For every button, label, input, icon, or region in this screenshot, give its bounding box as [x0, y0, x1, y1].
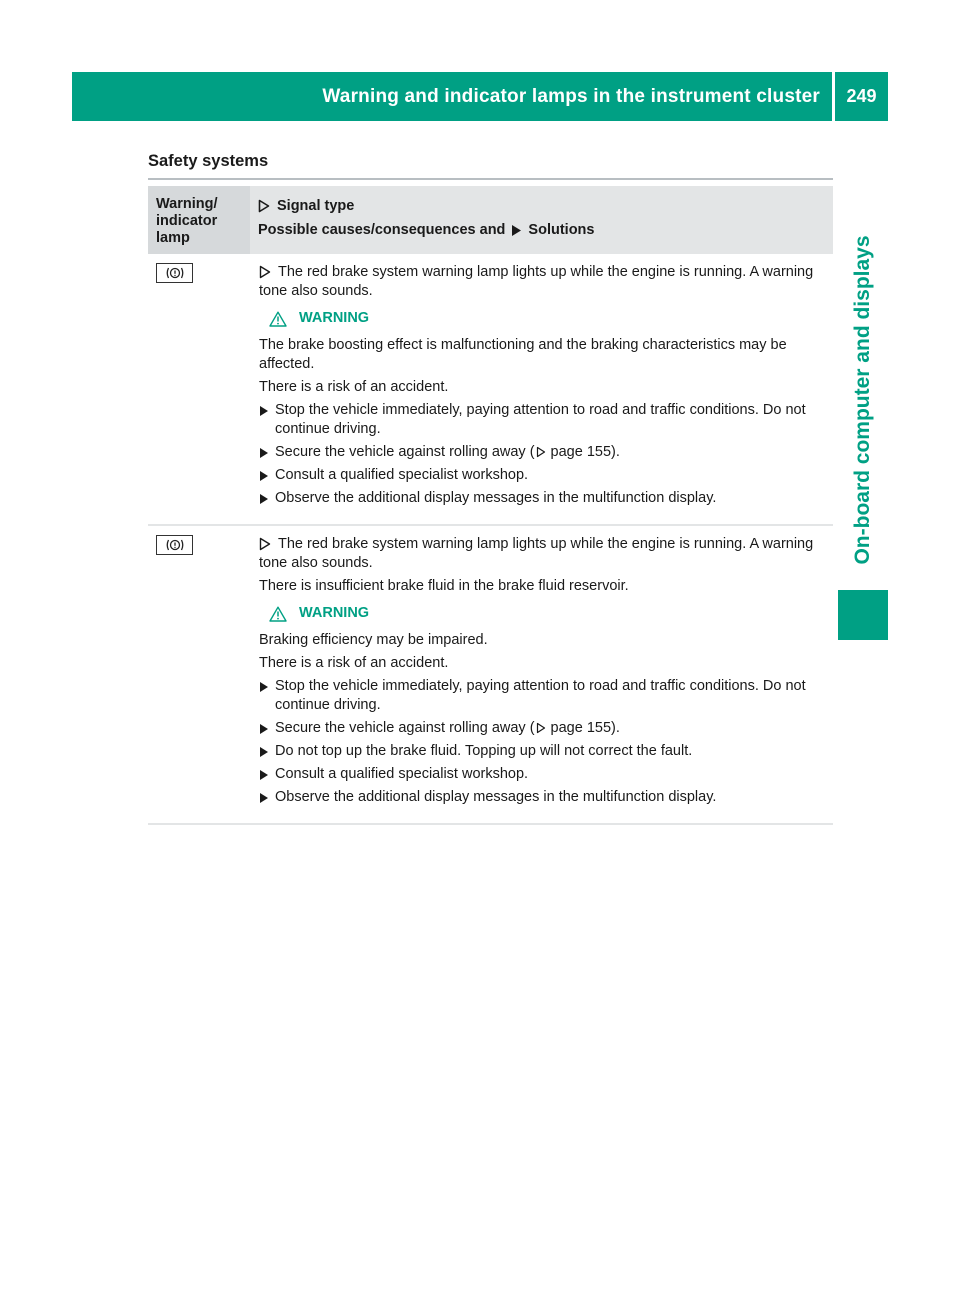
solution-text: Stop the vehicle immediately, paying attention to road and traffic conditions. Do not continue driving.: [275, 402, 806, 437]
warning-text: There is a risk of an accident.: [259, 379, 449, 395]
column-header-lamp-line: indicator: [156, 213, 218, 229]
page-number-box: [835, 72, 888, 121]
brake-system-warning-icon: [156, 535, 193, 555]
column-header-lamp-line: Warning/: [156, 196, 218, 212]
signal-text: The red brake system warning lamp lights up while the engine is running. A warning tone also sounds.: [259, 536, 814, 571]
signal-description: [259, 263, 833, 301]
column-header-signal-label: Signal type: [277, 198, 355, 214]
warning-triangle-icon: [269, 311, 287, 327]
solution-text: Consult a qualified specialist workshop.: [275, 766, 529, 782]
warning-triangle-icon: [269, 606, 287, 622]
solution-arrow-icon: [259, 470, 269, 482]
page-number: 249: [846, 86, 877, 106]
solution-text: Observe the additional display messages in the multifunction display.: [275, 789, 717, 805]
side-tab-label: On-board computer and displays: [851, 235, 874, 565]
solution-text: Observe the additional display messages in the multifunction display.: [275, 490, 717, 506]
warning-label: WARNING: [299, 310, 370, 326]
header-title: Warning and indicator lamps in the instrument cluster: [322, 85, 820, 107]
column-header-causes-label: Possible causes/consequences and: [258, 222, 506, 238]
warning-text: Braking efficiency may be impaired.: [259, 632, 488, 648]
page-reference-icon: [536, 722, 546, 734]
solution-step: [259, 765, 833, 784]
signal-type-icon: [259, 537, 271, 551]
warning-text: There is a risk of an accident.: [259, 655, 449, 671]
warning-heading: [269, 309, 833, 328]
signal-description: [259, 535, 833, 573]
solution-step: [259, 719, 833, 738]
column-header-solutions-label: Solutions: [528, 222, 595, 238]
section-divider: [148, 178, 833, 180]
table-row: [148, 526, 833, 825]
warning-label: WARNING: [299, 605, 370, 621]
warning-text: The brake boosting effect is malfunctioning and the braking characteristics may be affected.: [259, 337, 787, 372]
solution-text: Secure the vehicle against rolling away (: [275, 720, 535, 736]
solution-text: Do not top up the brake fluid. Topping up will not correct the fault.: [275, 743, 693, 759]
solution-step: [259, 443, 833, 462]
page-reference-link[interactable]: page 155).: [550, 720, 620, 736]
page-header: [72, 72, 832, 121]
solution-text: Secure the vehicle against rolling away (: [275, 444, 535, 460]
signal-type-icon: [258, 199, 270, 213]
solution-arrow-icon: [259, 723, 269, 735]
table-header: [148, 186, 833, 254]
page-reference-link[interactable]: page 155).: [550, 444, 620, 460]
column-header-lamp: [148, 186, 250, 254]
solution-step: [259, 742, 833, 761]
solution-arrow-icon: [259, 681, 269, 693]
section-title: Safety systems: [148, 152, 269, 170]
column-header-signal: [250, 186, 833, 254]
side-tab-marker: [838, 590, 888, 640]
solution-step: [259, 489, 833, 508]
solution-step: [259, 466, 833, 485]
solution-arrow-icon: [259, 769, 269, 781]
column-header-lamp-line: lamp: [156, 230, 190, 246]
solution-step: [259, 788, 833, 807]
solution-arrow-icon: [259, 405, 269, 417]
solution-arrow-icon: [259, 792, 269, 804]
brake-system-warning-icon: [156, 263, 193, 283]
signal-text: The red brake system warning lamp lights up while the engine is running. A warning tone also sounds.: [259, 264, 814, 299]
warning-heading: [269, 604, 833, 623]
solution-arrow-icon: [511, 224, 522, 237]
solution-text: Consult a qualified specialist workshop.: [275, 467, 529, 483]
table-row: [148, 254, 833, 526]
solution-step: [259, 401, 833, 439]
solution-arrow-icon: [259, 746, 269, 758]
solution-arrow-icon: [259, 493, 269, 505]
page-reference-icon: [536, 446, 546, 458]
cause-text: There is insufficient brake fluid in the brake fluid reservoir.: [259, 578, 629, 594]
solution-step: [259, 677, 833, 715]
warning-lamp-table: [148, 186, 833, 825]
solution-text: Stop the vehicle immediately, paying attention to road and traffic conditions. Do not continue driving.: [275, 678, 806, 713]
signal-type-icon: [259, 265, 271, 279]
solution-arrow-icon: [259, 447, 269, 459]
